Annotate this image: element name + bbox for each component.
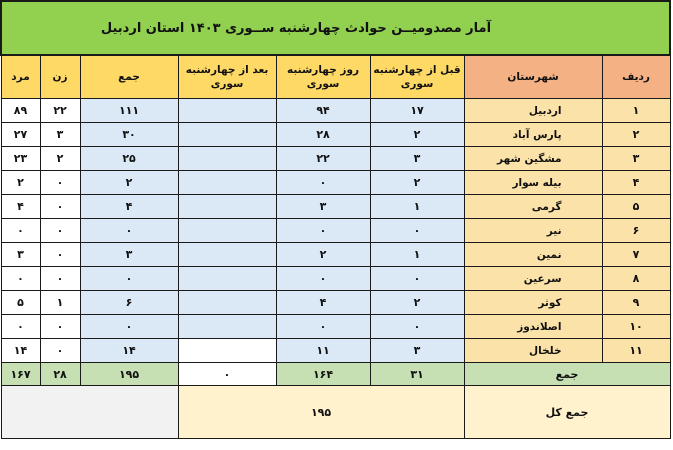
row-number: ۹ [602,291,670,315]
female-cell: ۲ [40,147,80,171]
header-total: جمع [80,55,178,99]
county-cell: کوثر [464,291,602,315]
header-day-of: روز چهارشنبه سوری [276,55,370,99]
day-of-cell: ۳ [276,195,370,219]
day-of-cell: ۰ [276,219,370,243]
sum-row [1,363,670,386]
before-cell: ۱ [370,243,464,267]
after-cell [178,243,276,267]
table-row [1,123,670,147]
county-cell: بیله سوار [464,171,602,195]
after-cell [178,99,276,123]
female-cell: ۰ [40,315,80,339]
county-cell: نیر [464,219,602,243]
header-male: مرد [1,55,40,99]
after-cell [178,219,276,243]
day-of-cell: ۴ [276,291,370,315]
female-cell: ۰ [40,339,80,363]
grand-total-row [1,386,670,439]
before-cell: ۰ [370,267,464,291]
table-title: آمار مصدومیــن حوادث چهارشنبه ســوری ۱۴۰۳ استان اردبیل [1,1,670,55]
header-county: شهرستان [464,55,602,99]
after-cell [178,147,276,171]
female-cell: ۰ [40,195,80,219]
after-cell [178,315,276,339]
total-cell: ۳ [80,243,178,267]
total-cell: ۰ [80,315,178,339]
row-number: ۵ [602,195,670,219]
male-cell: ۲ [1,171,40,195]
header-before: قبل از چهارشنبه سوری [370,55,464,99]
table-row [1,219,670,243]
table-row [1,315,670,339]
county-cell: خلخال [464,339,602,363]
table-row [1,243,670,267]
table-row [1,267,670,291]
before-cell: ۲ [370,123,464,147]
female-cell: ۰ [40,243,80,267]
row-number: ۳ [602,147,670,171]
before-cell: ۳ [370,339,464,363]
row-number: ۱۰ [602,315,670,339]
female-cell: ۰ [40,171,80,195]
before-cell: ۱ [370,195,464,219]
county-cell: اصلاندوز [464,315,602,339]
row-number: ۱ [602,99,670,123]
county-cell: سرعین [464,267,602,291]
table-row [1,339,670,363]
after-cell [178,171,276,195]
day-of-cell: ۰ [276,267,370,291]
male-cell: ۲۷ [1,123,40,147]
total-cell: ۲۵ [80,147,178,171]
county-cell: اردبیل [464,99,602,123]
sum-before: ۳۱ [370,363,464,386]
table-row [1,99,670,123]
female-cell: ۳ [40,123,80,147]
total-cell: ۴ [80,195,178,219]
male-cell: ۴ [1,195,40,219]
day-of-cell: ۲۸ [276,123,370,147]
header-female: زن [40,55,80,99]
total-cell: ۳۰ [80,123,178,147]
grand-total-value: ۱۹۵ [178,386,464,439]
female-cell: ۱ [40,291,80,315]
female-cell: ۰ [40,219,80,243]
row-number: ۱۱ [602,339,670,363]
grand-total-label: جمع کل [464,386,670,439]
before-cell: ۲ [370,171,464,195]
before-cell: ۰ [370,315,464,339]
male-cell: ۰ [1,315,40,339]
before-cell: ۰ [370,219,464,243]
sum-male: ۱۶۷ [1,363,40,386]
row-number: ۸ [602,267,670,291]
sum-label: جمع [464,363,670,386]
male-cell: ۳ [1,243,40,267]
row-number: ۶ [602,219,670,243]
county-cell: مشگین شهر [464,147,602,171]
male-cell: ۱۴ [1,339,40,363]
after-cell [178,123,276,147]
table-row [1,147,670,171]
day-of-cell: ۰ [276,171,370,195]
sum-female: ۲۸ [40,363,80,386]
day-of-cell: ۹۴ [276,99,370,123]
female-cell: ۰ [40,267,80,291]
row-number: ۲ [602,123,670,147]
after-cell [178,291,276,315]
grand-total-blank [1,386,178,439]
total-cell: ۱۴ [80,339,178,363]
total-cell: ۰ [80,267,178,291]
day-of-cell: ۱۱ [276,339,370,363]
total-cell: ۶ [80,291,178,315]
male-cell: ۸۹ [1,99,40,123]
sum-total: ۱۹۵ [80,363,178,386]
header-row-no: ردیف [602,55,670,99]
table-row [1,195,670,219]
after-cell [178,267,276,291]
female-cell: ۲۲ [40,99,80,123]
sum-day-of: ۱۶۴ [276,363,370,386]
row-number: ۷ [602,243,670,267]
day-of-cell: ۲ [276,243,370,267]
header-after: بعد از چهارشنبه سوری [178,55,276,99]
table-row [1,171,670,195]
before-cell: ۱۷ [370,99,464,123]
before-cell: ۳ [370,147,464,171]
day-of-cell: ۲۲ [276,147,370,171]
total-cell: ۱۱۱ [80,99,178,123]
total-cell: ۰ [80,219,178,243]
before-cell: ۲ [370,291,464,315]
after-cell [178,339,276,363]
county-cell: گرمی [464,195,602,219]
after-cell [178,195,276,219]
total-cell: ۲ [80,171,178,195]
row-number: ۴ [602,171,670,195]
sum-after: ۰ [178,363,276,386]
county-cell: پارس آباد [464,123,602,147]
table-row [1,291,670,315]
male-cell: ۲۳ [1,147,40,171]
male-cell: ۵ [1,291,40,315]
day-of-cell: ۰ [276,315,370,339]
male-cell: ۰ [1,267,40,291]
county-cell: نمین [464,243,602,267]
male-cell: ۰ [1,219,40,243]
